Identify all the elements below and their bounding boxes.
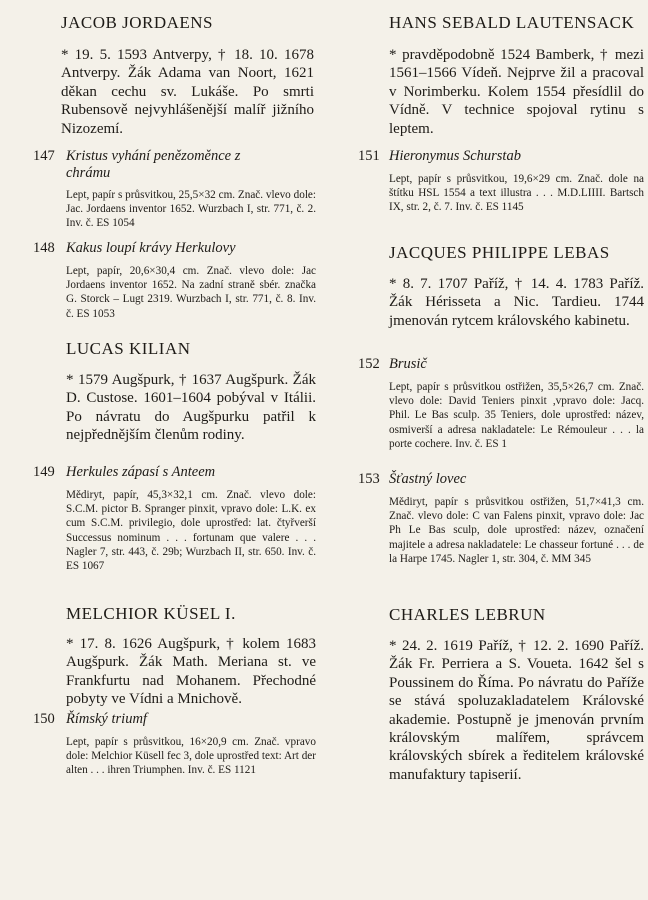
entry-title: Římský triumf	[66, 711, 147, 727]
artist-bio-kilian: * 1579 Augšpurk, † 1637 Augšpurk. Žák D. Custose. 1601–1604 pobýval v Itálii. Po návratu do Augšpurku patřil k nejpřednějším členům rodiny.	[66, 372, 316, 444]
artist-bio-lebrun: * 24. 2. 1619 Paříž, † 12. 2. 1690 Paříž. Žák Fr. Perriera a S. Voueta. 1642 šel s Poussinem do Říma. Po návratu do Paříže se stává spoluzakladatelem Královské akademie. Postupně je jmenován prvním královským malířem, správcem královských sbírek a ředitelem královské manufaktury tapiserií.	[389, 638, 644, 783]
entry-number: 147	[33, 148, 55, 164]
entry-description: Lept, papír s průsvitkou, 16×20,9 cm. Znač. vpravo dole: Melchior Küsell fec 3, dole uprostřed text: Art der alten . . . ihren Triumphen. Inv. č. ES 1121	[66, 736, 316, 777]
entry-title: Kakus loupí krávy Herkulovy	[66, 240, 236, 256]
artist-bio-jordaens: * 19. 5. 1593 Antverpy, † 18. 10. 1678 Antverpy. Žák Adama van Noort, 1621 děkan cechu sv. Lukáše. Po smrti Rubensově nejvyhlášenější malíř jižního Nizozemí.	[61, 47, 314, 137]
artist-heading-kusel: MELCHIOR KÜSEL I.	[66, 604, 236, 623]
entry-description: Lept, papír s průsvitkou, 25,5×32 cm. Znač. vlevo dole: Jac. Jordaens inventor 1652. Wurzbach I, str. 771, č. 2. Inv. č. ES 1054	[66, 189, 316, 230]
entry-title: Herkules zápasí s Anteem	[66, 464, 216, 480]
entry-title: Hieronymus Schurstab	[389, 148, 521, 164]
entry-number: 153	[358, 471, 380, 487]
artist-bio-kusel: * 17. 8. 1626 Augšpurk, † kolem 1683 Augšpurk. Žák Math. Meriana st. ve Frankfurtu nad Mohanem. Přechodné pobyty ve Vídni a Mnichově.	[66, 636, 316, 708]
artist-heading-jordaens: JACOB JORDAENS	[61, 13, 213, 32]
artist-heading-lautensack: HANS SEBALD LAUTENSACK	[389, 13, 635, 32]
entry-description: Lept, papír s průsvitkou, 19,6×29 cm. Znač. dole na štítku HSL 1554 a text illustra . . . M.D.LIIII. Bartsch IX, str. 2, č. 7. Inv. č. ES 1145	[389, 173, 644, 214]
artist-heading-lebas: JACQUES PHILIPPE LEBAS	[389, 243, 610, 262]
entry-description: Mědiryt, papír, 45,3×32,1 cm. Znač. vlevo dole: S.C.M. pictor B. Spranger pinxit, vpravo dole: L.K. ex cum S.C.M. privilegio, dole uprostřed: lat. čtyřverší Successus nominum . . . fortunam que valere . . . Nagler 7, str. 443, č. 29b; Wurzbach II, str. 650. Inv. č. ES 1067	[66, 489, 316, 573]
entry-number: 152	[358, 356, 380, 372]
artist-heading-kilian: LUCAS KILIAN	[66, 339, 191, 358]
artist-bio-lautensack: * pravděpodobně 1524 Bamberk, † mezi 1561–1566 Vídeň. Nejprve žil a pracoval v Norimberku. Kolem 1554 přesídlil do Vídně. V technice spojoval rytinu s leptem.	[389, 47, 644, 137]
artist-heading-lebrun: CHARLES LEBRUN	[389, 605, 546, 624]
entry-description: Lept, papír s průsvitkou ostřižen, 35,5×26,7 cm. Znač. vlevo dole: David Teniers pinxit ,vpravo dole: Jacq. Phil. Le Bas sculp. 35 Teniers, dole uprostřed: název, osmiverší a adresa nakladatele: Le Rémouleur . . . la porte cochere. Inv. č. ES 1	[389, 381, 644, 450]
entry-description: Lept, papír, 20,6×30,4 cm. Znač. vlevo dole: Jac Jordaens inventor 1652. Na zadní straně sbér. značka G. Storck – Lugt 2319. Wurzbach I, str. 771, č. 8. Inv. č. ES 1053	[66, 265, 316, 320]
entry-number: 151	[358, 148, 380, 164]
entry-number: 148	[33, 240, 55, 256]
entry-number: 149	[33, 464, 55, 480]
entry-title: Brusič	[389, 356, 427, 372]
entry-description: Mědiryt, papír s průsvitkou ostřižen, 51,7×41,3 cm. Znač. vlevo dole: C van Falens pinxit, vpravo dole: Jac Ph Le Bas sculp, dole uprostřed: název, označení majitele a adresa nakladatele: Le chasseur fortuné . . . de la Harpe 1745. Nagler 1, str. 304, č. MM 345	[389, 496, 644, 565]
entry-title: Kristus vyhání penězoměnce z chrámu	[66, 148, 241, 181]
artist-bio-lebas: * 8. 7. 1707 Paříž, † 14. 4. 1783 Paříž. Žák Hérisseta a Nic. Tardieu. 1744 jmenován rytcem královského kabinetu.	[389, 276, 644, 329]
entry-number: 150	[33, 711, 55, 727]
entry-title: Šťastný lovec	[389, 471, 467, 487]
